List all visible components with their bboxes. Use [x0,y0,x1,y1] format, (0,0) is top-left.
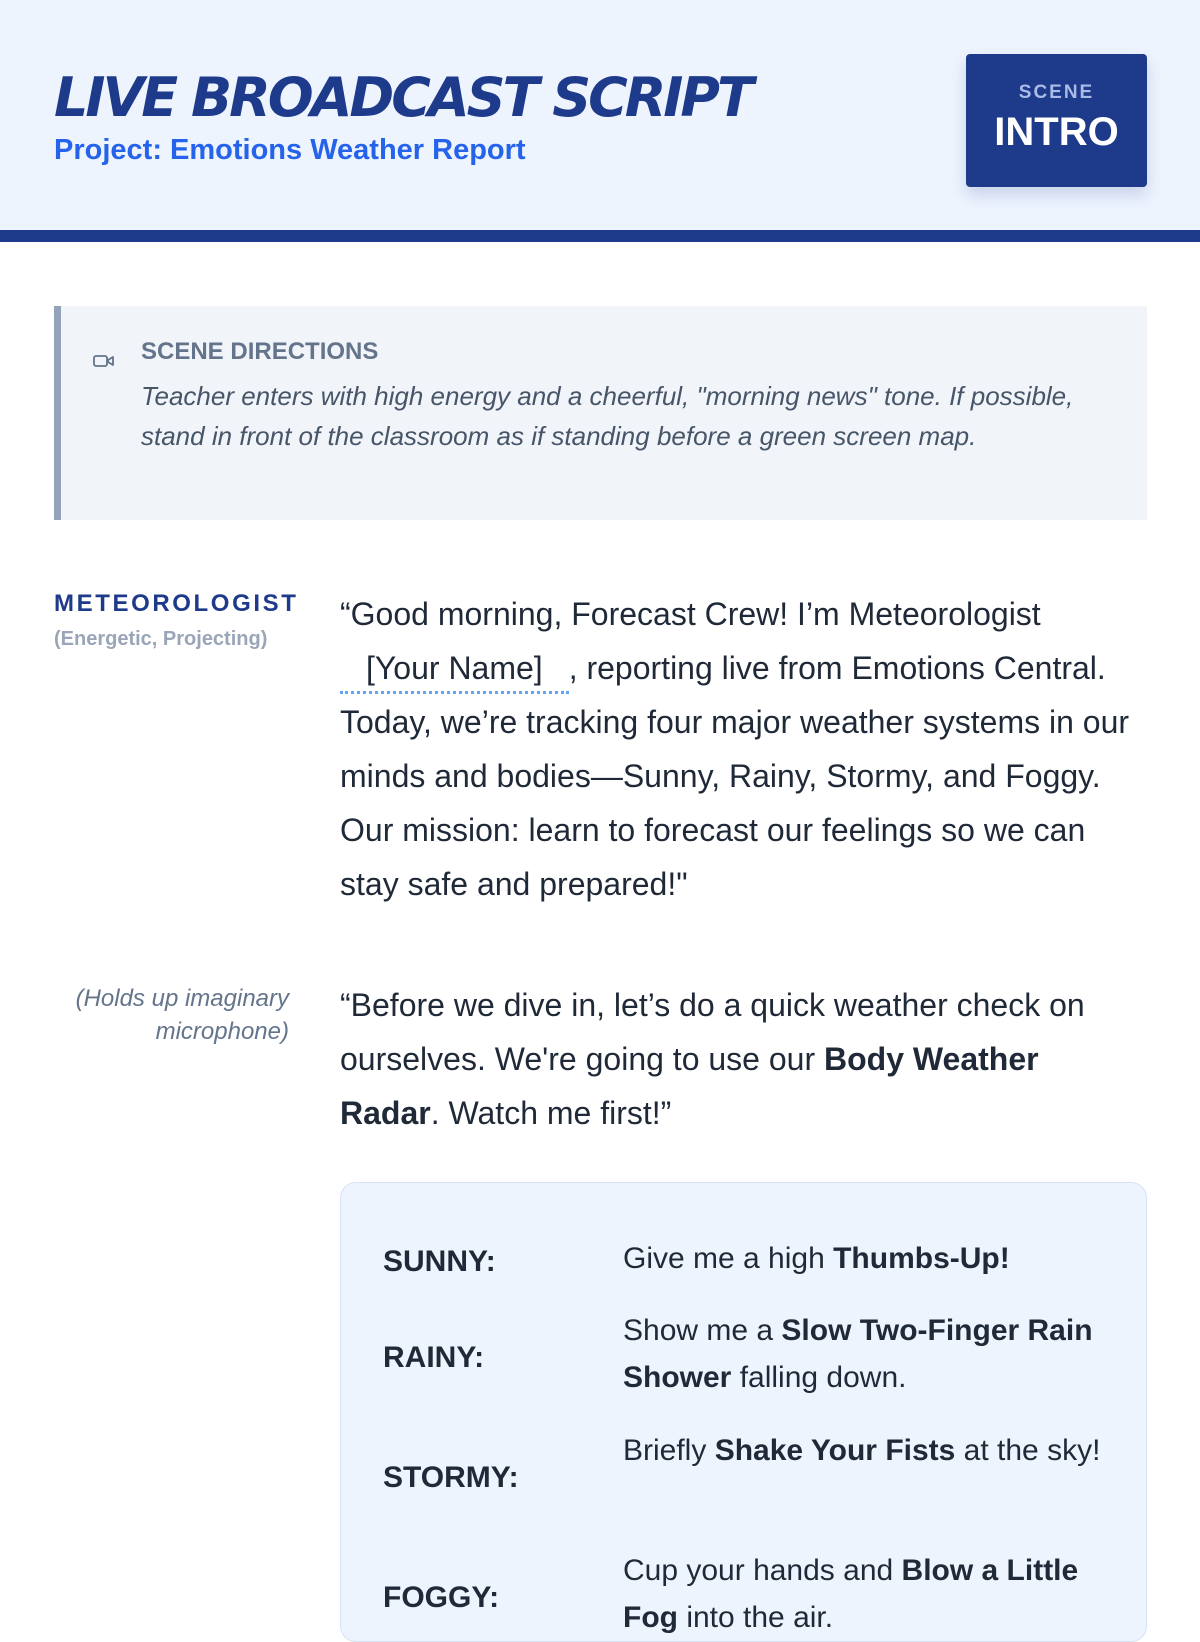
speaker-name: METEOROLOGIST [54,590,299,617]
radar-key: STORMY: [383,1461,519,1494]
radar-action [623,1235,1123,1282]
radar-key: FOGGY: [383,1581,500,1614]
radar-action [623,1307,1123,1401]
radar-action-bold: Blow a Little Fog [623,1554,1079,1634]
header [0,0,1200,242]
page-title: LIVE BROADCAST SCRIPT [54,66,751,129]
radar-action-bold: Slow Two-Finger Rain Shower [623,1314,1093,1394]
scene-directions-text: Teacher enters with high energy and a cheerful, "morning news" tone. If possible, stand in front of the classroom as if standing before a green screen map. [141,381,1074,451]
dialogue-intro [340,587,1145,911]
radar-key: RAINY: [383,1341,485,1374]
scene-label: SCENE [1018,82,1095,103]
dialogue-weather-check [340,978,1145,1140]
radar-action-pre: Cup your hands and [623,1554,902,1587]
dialogue-intro-part1: “Good morning, Forecast Crew! I’m Meteorologist [340,596,1041,632]
project-subtitle: Project: Emotions Weather Report [54,134,526,166]
scene-badge [966,54,1147,187]
stage-action-note: (Holds up imaginary microphone) [75,985,289,1045]
radar-key: SUNNY: [383,1245,496,1278]
radar-action-pre: Show me a [623,1314,782,1347]
scene-value: INTRO [994,110,1119,154]
radar-action-post: falling down. [731,1361,907,1394]
radar-action [623,1547,1123,1641]
radar-action-pre: Give me a high [623,1242,834,1275]
radar-action-bold: Shake Your Fists [714,1434,956,1467]
your-name-blank: [Your Name] [340,645,569,694]
radar-action-post: at the sky! [955,1434,1101,1467]
dialogue-intro-part2: , reporting live from Emotions Central. Today, we’re tracking four major weather systems in our minds and bodies—Sunny, Rainy, Stormy, and Foggy. Our mission: learn to forecast our feelings so we can stay safe and prepared!" [340,650,1130,902]
radar-action-bold: Thumbs-Up! [833,1242,1010,1275]
dialogue-check-part2: . Watch me first!” [430,1095,672,1131]
video-camera-icon [93,354,115,368]
scene-directions-box [54,306,1147,520]
radar-action-post: into the air. [677,1601,834,1634]
scene-directions-label: SCENE DIRECTIONS [141,338,379,365]
radar-action [623,1427,1123,1474]
speaker-note: (Energetic, Projecting) [54,628,268,650]
dialogue-check-part1: “Before we dive in, let’s do a quick weather check on ourselves. We're going to use our [340,987,1085,1077]
radar-action-pre: Briefly [623,1434,715,1467]
dialogue-check-bold: Body Weather Radar [340,1041,1039,1131]
body-weather-radar-box [340,1182,1147,1642]
